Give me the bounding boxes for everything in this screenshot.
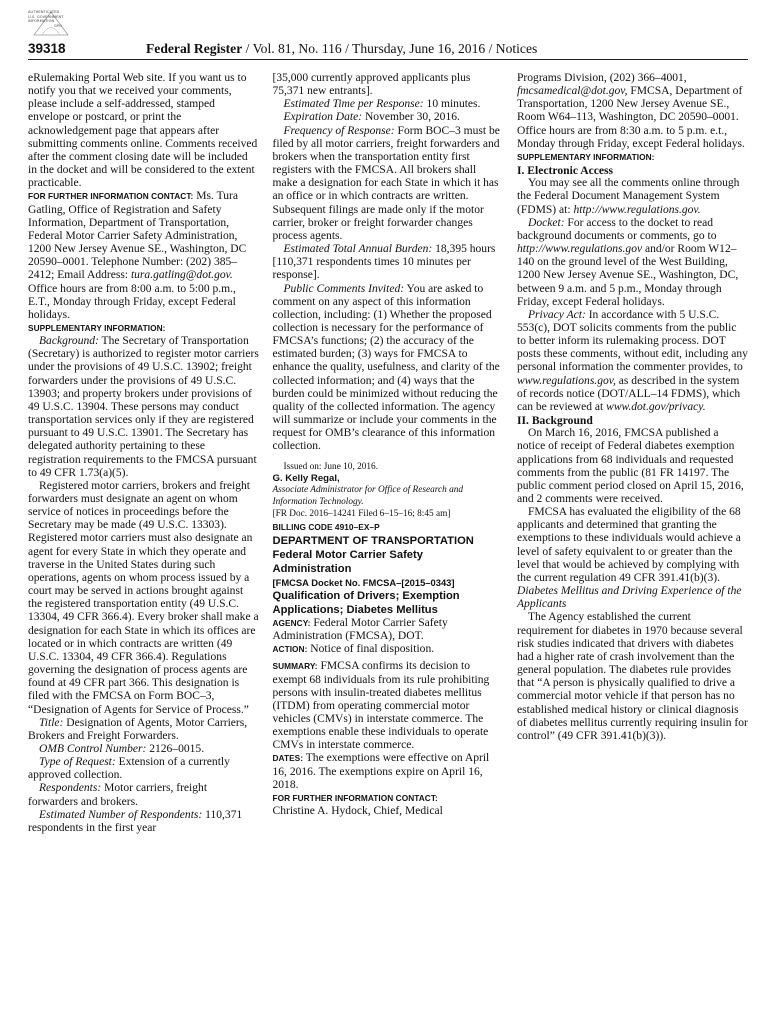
paragraph <box>517 72 748 151</box>
url-link[interactable]: www.regulations.gov, <box>517 374 616 387</box>
paragraph: On March 16, 2016, FMCSA published a notice of receipt of Federal diabetes exemption applications from 68 individuals and requested comments from the public (81 FR 14197. The public comment period closed on April 15, 2016, and 2 comments were received. <box>517 427 744 505</box>
gpo-line: AUTHENTICATED <box>28 10 60 14</box>
run-in-head: Estimated Number of Respondents: <box>39 808 203 821</box>
text: The Secretary of Transportation (Secretary) is authorized to register motor carriers under the provisions of 49 U.S.C. 13902; freight forwarders under the provisions of 49 U.S.C. 13903; and property brokers under provisions of 49 U.S.C. 13904. These persons may conduct transportation services only if they are registered pursuant to 49 U.S.C. 13901. The Secretary has delegated authority pertaining to these registration requirements to the FMCSA pursuant to 49 CFR 1.73(a)(5). <box>28 335 259 479</box>
issue-details: / Vol. 81, No. 116 / Thursday, June 16, 2016 / Notices <box>242 41 538 56</box>
document-title: Qualification of Drivers; Exemption Applications; Diabetes Mellitus <box>272 589 460 616</box>
text: The exemptions were effective on April 16, 2016. The exemptions expire on April 16, 2018. <box>272 752 490 791</box>
paragraph: Registered motor carriers, brokers and freight forwarders must designate an agent on whom service of notices in proceedings before the Secretary may be made (49 U.S.C. 13303). Registered motor carriers must also designate an agent for every State in which they operate and traverse in the United States during such operations, agents on whom process issued by a court may be served in actions brought against the registered transportation entity (49 U.S.C. 13304, 49 CFR 366.4). Every broker shall make a designation for each State in which its offices are located or in which contracts are written (49 U.S.C. 13304, 49 CFR 366.4). Regulations governing the designation of process agents are found at 49 CFR part 366. This designation is filed with the FMCSA on Form BOC–3, “Designation of Agents for Service of Process.” <box>28 479 259 716</box>
run-in-head: Background: <box>39 335 99 348</box>
contact-paragraph <box>28 190 259 322</box>
agency-heading: Federal Motor Carrier Safety Administration <box>272 548 423 575</box>
text: FMCSA confirms its decision to exempt 68 individuals from its rule prohibiting persons with insulin-treated diabetes mellitus (ITDM) from operating commercial motor vehicles (CMVs) in interstate commerce. The exemptions enable these individuals to operate CMVs in interstate commerce. <box>272 660 490 752</box>
run-in-head: Privacy Act: <box>528 308 586 321</box>
text: Federal Motor Carrier Safety Administration (FMCSA), DOT. <box>272 616 448 643</box>
section-label: SUMMARY: <box>272 661 318 672</box>
gpo-authenticated-logo <box>28 8 74 38</box>
paragraph <box>517 177 748 216</box>
run-in-head: Public Comments Invited: <box>283 282 405 295</box>
paragraph: eRulemaking Portal Web site. If you want us to notify you that we received your comments, please include a self-addressed, stamped envelope or postcard, or print the acknowledgement page that appears after submitting comments online. Comments received after the comment closing date will be included in the docket and will be considered to the extent practicable. <box>28 72 258 190</box>
paragraph <box>273 617 504 643</box>
section-heading: II. Background <box>517 414 593 428</box>
paragraph: The Agency established the current requirement for diabetes in 1970 because several risk studies indicated that drivers with diabetes had a higher rate of crash involvement than the general population. The diabetes rule provides that “A person is physically qualified to drive a commercial motor vehicle if that person has no established medical history or clinical diagnosis of diabetes mellitus currently requiring insulin for control” (49 CFR 391.41(b)(3)). <box>517 611 748 742</box>
text: Motor carriers, freight forwarders and brokers. <box>28 782 208 808</box>
section-label: SUPPLEMENTARY INFORMATION: <box>28 322 166 333</box>
gpo-line: INFORMATION <box>28 19 55 24</box>
url-link[interactable]: www.dot.gov/privacy. <box>606 400 706 413</box>
section-label: FOR FURTHER INFORMATION CONTACT: <box>272 792 438 803</box>
section-label: ACTION: <box>272 644 308 655</box>
paragraph: FMCSA has evaluated the eligibility of the 68 applicants and determined that granting the exemptions to these individuals would achieve a level of safety equivalent to or greater than the level that would be achieved by complying with the current regulation 49 CFR 391.41(b)(3). <box>517 506 741 584</box>
run-in-head: Estimated Total Annual Burden: <box>283 243 433 256</box>
paragraph <box>28 335 259 480</box>
text: Designation of Agents, Motor Carriers, Brokers and Freight Forwarders. <box>28 716 248 742</box>
billing-code: BILLING CODE 4910–EX–P <box>272 521 380 532</box>
paragraph <box>273 111 504 124</box>
paragraph <box>273 283 504 454</box>
subsection-heading: Diabetes Mellitus and Driving Experience of the Applicants <box>517 585 742 611</box>
text: FMCSA, Department of Transportation, 1200 New Jersey Avenue SE., Room W64–113, Washington, DC 20590–0001. Office hours are from 8:30 a.m. to 5 p.m. e.t., Monday through Friday, except Federal holidays. <box>517 85 745 150</box>
column-1 <box>28 72 259 1020</box>
fr-doc-line: [FR Doc. 2016–14241 Filed 6–15–16; 8:45 am] <box>272 508 451 519</box>
run-in-head: Expiration Date: <box>283 111 363 124</box>
journal-name: Federal Register <box>146 41 243 56</box>
paragraph <box>273 98 504 111</box>
paragraph <box>28 782 259 808</box>
run-in-head: OMB Control Number: <box>39 742 147 755</box>
text: Programs Division, (202) 366–4001, <box>517 72 687 84</box>
paragraph <box>517 217 748 309</box>
text: 10 minutes. <box>423 98 481 111</box>
paragraph <box>28 743 259 756</box>
paragraph <box>273 752 504 791</box>
section-label: DATES: <box>272 753 304 764</box>
gpo-line: U.S. GOVERNMENT <box>28 14 64 19</box>
text: You are asked to comment on any aspect of this information collection, including: (1) Whether the proposed collection is necessary for the performance of FMCSA’s functions; (2) the accuracy of the estimated burden; (3) ways for FMCSA to enhance the quality, usefulness, and clarity of the collected information; and (4) ways that the burden could be minimized without reducing the quality of the collected information. The agency will summarize or include your comments in the request for OMB’s clearance of this information collection. <box>272 282 500 453</box>
paragraph <box>28 756 259 782</box>
paragraph: Christine A. Hydock, Chief, Medical <box>272 805 443 818</box>
section-label: SUPPLEMENTARY INFORMATION: <box>517 151 655 162</box>
text: In accordance with 5 U.S.C. 553(c), DOT solicits comments from the public to better inform its rulemaking process. DOT posts these comments, without edit, including any personal information the commenter provides, to <box>517 308 748 374</box>
signer-name: G. Kelly Regal, <box>272 473 340 485</box>
docket-number: [FMCSA Docket No. FMCSA–[2015–0343] <box>272 576 455 588</box>
paragraph <box>517 309 748 414</box>
run-in-head: Title: <box>39 716 64 729</box>
text: November 30, 2016. <box>362 111 460 124</box>
run-in-head: Type of Request: <box>39 756 116 769</box>
run-in-head: Respondents: <box>39 782 102 795</box>
paragraph: [35,000 currently approved applicants plus 75,371 new entrants]. <box>272 72 471 98</box>
email-link[interactable]: fmcsamedical@dot.gov, <box>517 85 628 98</box>
column-3 <box>517 72 748 1020</box>
text: Extension of a currently approved collection. <box>28 756 230 782</box>
run-in-head: Estimated Time per Response: <box>283 98 424 111</box>
text: You may see all the comments online through the Federal Document Management System (FDMS) at: <box>517 177 740 216</box>
paragraph <box>28 717 259 743</box>
page-number: 39318 <box>28 41 66 56</box>
text: as described in the system of records notice (DOT/ALL–14 FDMS), which can be reviewed at <box>517 374 741 413</box>
gpo-logo-text <box>28 10 74 28</box>
spacer <box>273 454 504 462</box>
run-in-head: Docket: <box>528 216 565 229</box>
page-header <box>28 41 748 60</box>
text: 18,395 hours [110,371 respondents times 10 minutes per response]. <box>272 243 496 282</box>
text: Form BOC–3 must be filed by all motor carriers, freight forwarders and brokers when the transportation entity first registers with the FMCSA. All brokers shall make a designation for each State in which it has an office or in which contracts are written. Subsequent filings are made only if the motor carrier, broker or freight forwarder changes process agents. <box>272 124 500 242</box>
section-label: FOR FURTHER INFORMATION CONTACT: <box>28 191 194 202</box>
column-2 <box>273 72 504 1020</box>
running-head <box>146 41 537 57</box>
email-link[interactable]: tura.gatling@dot.gov. <box>130 269 233 282</box>
department-heading: DEPARTMENT OF TRANSPORTATION <box>272 534 474 547</box>
paragraph <box>28 809 259 835</box>
text: 110,371 respondents in the first year <box>28 808 243 834</box>
text-columns <box>28 72 748 1020</box>
paragraph <box>273 243 504 282</box>
text: For access to the docket to read background documents or comments, go to <box>517 216 717 242</box>
text: Office hours are from 8:00 a.m. to 5:00 p.m., E.T., Monday through Friday, except Federal holidays. <box>28 282 236 321</box>
signer-title: Associate Administrator for Office of Research and Information Technology. <box>272 485 464 508</box>
gpo-line: GPO <box>54 23 63 28</box>
paragraph <box>273 125 504 243</box>
text: 2126–0015. <box>146 742 205 755</box>
run-in-head: Frequency of Response: <box>283 124 395 137</box>
paragraph <box>273 660 504 752</box>
url-link[interactable]: http://www.regulations.gov. <box>573 203 701 216</box>
section-heading: I. Electronic Access <box>517 164 614 178</box>
section-label: AGENCY: <box>272 617 311 628</box>
issued-date: Issued on: June 10, 2016. <box>283 461 379 472</box>
url-link[interactable]: http://www.regulations.gov <box>517 243 643 256</box>
text: Notice of final disposition. <box>307 643 435 656</box>
text: and/or Room W12–140 on the ground level of the West Building, 1200 New Jersey Avenue SE., Washington, DC, between 9 a.m. and 5 p.m., Monday through Friday, except Federal holidays. <box>517 243 739 308</box>
paragraph <box>273 643 504 656</box>
text: Ms. Tura Gatling, Office of Registration and Safety Information, Department of Transportation, Federal Motor Carrier Safety Administration, 1200 New Jersey Avenue SE., Washington, DC 20590–0001. Telephone Number: (202) 385–2412; Email Address: <box>28 190 247 282</box>
